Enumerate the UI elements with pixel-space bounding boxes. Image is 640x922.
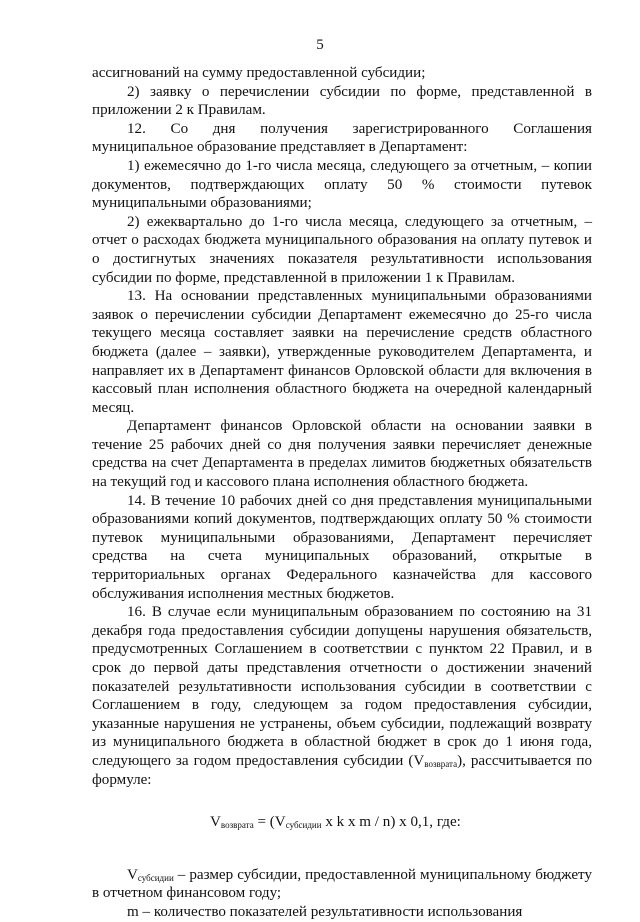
paragraph-return-rule (92, 603, 592, 789)
definition (92, 903, 592, 922)
definition-text: – количество показателей результативности использования (138, 903, 523, 920)
subscript: возврата (424, 758, 458, 769)
definition (92, 866, 592, 903)
formula-symbol: V (210, 814, 221, 831)
definition-symbol: V (127, 866, 138, 883)
paragraph: 12. Со дня получения зарегистрированного Соглашения муниципальное образование представляет в Департамент: (92, 120, 592, 156)
formula (92, 813, 592, 832)
document-body (92, 64, 592, 922)
definition-symbol: m (127, 903, 139, 920)
formula-text: = (V (253, 814, 286, 831)
formula-text: x k x m / n) x 0,1, где: (321, 814, 461, 831)
paragraph: 14. В течение 10 рабочих дней со дня представления муниципальными образованиями копий документов, подтверждающих оплату 50 % стоимости путевок муниципальными образованиями, Департамент перечисляет средства на счета муниципальных образований, открытые в территориальных органах Федерального казначейства для кассового обслуживания исполнения местных бюджетов. (92, 492, 592, 602)
formula-subscript: возврата (220, 820, 254, 831)
page-number: 5 (316, 37, 324, 53)
paragraph: 13. На основании представленных муниципальными образованиями заявок о перечислении субсидии Департамент ежемесячно до 25-го числа текущего месяца составляет заявки на перечисление средств областного бюджета (далее – заявки), утвержденные руководителем Департамента, и направляет их в Департамент финансов Орловской области для включения в кассовый план исполнения областного бюджета на очередной календарный месяц. (92, 288, 592, 416)
paragraph: 1) ежемесячно до 1-го числа месяца, следующего за отчетным, – копии документов, подтверждающих оплату 50 % стоимости путевок муниципальными образованиями; (92, 157, 592, 212)
paragraph: 2) ежеквартально до 1-го числа месяца, следующего за отчетным, – отчет о расходах бюджета муниципального образования на оплату путевок и о достигнутых значениях показателя результативности использования субсидии по форме, представленной в приложении 1 к Правилам. (92, 213, 592, 286)
paragraph-text: ), рассчитывается по формуле: (92, 752, 592, 788)
paragraph: Департамент финансов Орловской области на основании заявки в течение 25 рабочих дней со дня получения заявки перечисляет денежные средства на счет Департамента в пределах лимитов бюджетных обязательств на текущий год и кассового плана исполнения областного бюджета. (92, 418, 592, 491)
formula-subscript: субсидии (285, 820, 322, 831)
definition-text: – размер субсидии, предоставленной муниципальному бюджету в отчетном финансовом году; (92, 866, 592, 902)
definition-subscript: субсидии (137, 872, 174, 883)
paragraph: 2) заявку о перечислении субсидии по форме, представленной в приложении 2 к Правилам. (92, 83, 592, 119)
paragraph: ассигнований на сумму предоставленной субсидии; (92, 65, 426, 81)
paragraph-text: 16. В случае если муниципальным образованием по состоянию на 31 декабря года предоставления субсидии допущены нарушения обязательств, предусмотренных Соглашением в соответствии с пунктом 22 Правил, и в срок до первой даты представления отчетности о достижении значений показателей результативности использования субсидии в соответствии с Соглашением в году, следующем за годом предоставления субсидии, указанные нарушения не устранены, объем субсидии, подлежащий возврату из муниципального бюджета в областной бюджет в срок до 1 июня года, следующего за годом предоставления субсидии (V (92, 604, 592, 769)
